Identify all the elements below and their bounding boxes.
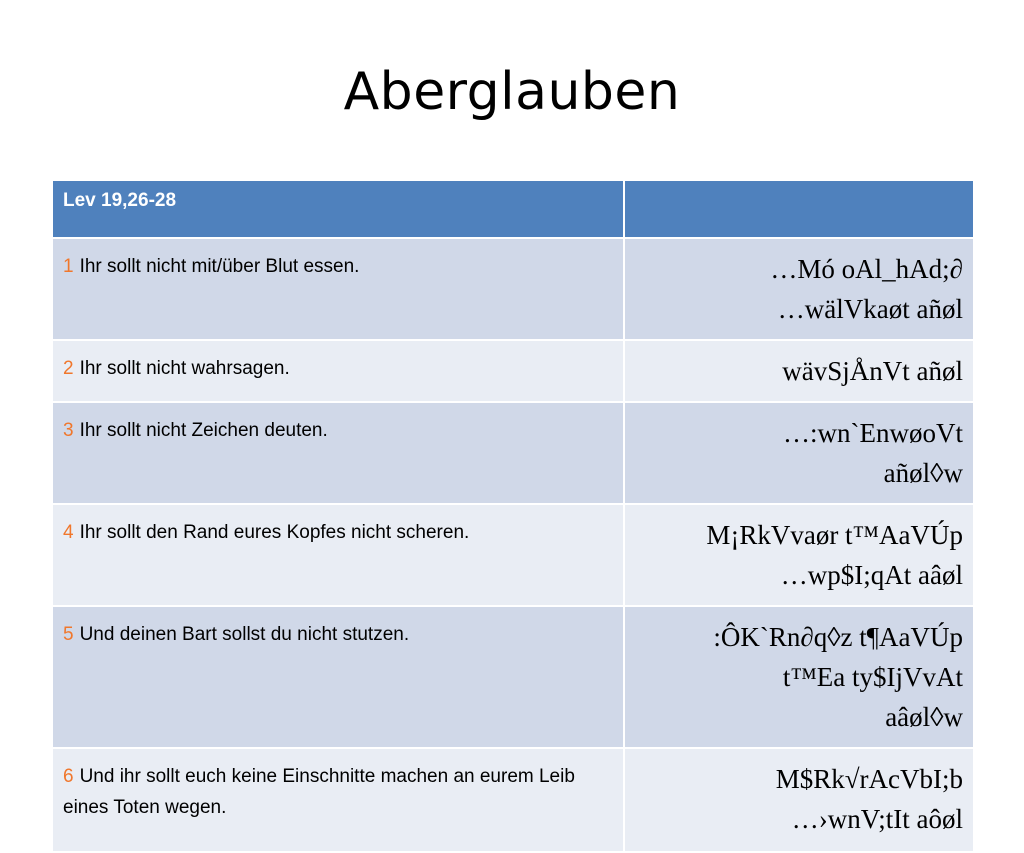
hebrew-line: añøl◊w	[883, 458, 963, 488]
verse-number: 6	[63, 766, 74, 787]
hebrew-line: :ÔK`Rn∂q◊z t¶AaVÚp	[713, 622, 963, 652]
hebrew-cell	[624, 238, 974, 340]
verse-text: Und deinen Bart sollst du nicht stutzen.	[79, 624, 410, 645]
hebrew-cell	[624, 340, 974, 402]
hebrew-line: …wp$I;qAt aâøl	[780, 560, 963, 590]
verse-text: Und ihr sollt euch keine Einschnitte machen an eurem Leib eines Toten wegen.	[63, 766, 575, 818]
verse-text: Ihr sollt nicht Zeichen deuten.	[79, 420, 328, 441]
verse-cell	[52, 340, 624, 402]
hebrew-line: M$Rk√rAcVbI;b	[775, 764, 963, 794]
hebrew-line: t™Ea ty$IjVvAt	[782, 662, 963, 692]
header-right-cell	[624, 180, 974, 238]
hebrew-cell	[624, 504, 974, 606]
table-row	[52, 504, 974, 606]
verse-number: 2	[63, 358, 74, 379]
verses-table	[51, 179, 975, 853]
hebrew-line: …Mó oAl_hAd;∂	[770, 254, 963, 284]
table-row	[52, 606, 974, 748]
hebrew-cell	[624, 606, 974, 748]
verse-number: 1	[63, 256, 74, 277]
hebrew-cell	[624, 748, 974, 852]
verse-cell	[52, 238, 624, 340]
table-row	[52, 402, 974, 504]
verse-cell	[52, 402, 624, 504]
header-reference: Lev 19,26-28	[52, 180, 624, 238]
hebrew-line: …wälVkaøt añøl	[777, 294, 963, 324]
verse-text: Ihr sollt nicht mit/über Blut essen.	[79, 256, 360, 277]
verse-text: Ihr sollt den Rand eures Kopfes nicht scheren.	[79, 522, 470, 543]
verse-number: 5	[63, 624, 74, 645]
verse-number: 3	[63, 420, 74, 441]
verse-number: 4	[63, 522, 74, 543]
hebrew-line: …:wn`EnwøoVt	[783, 418, 963, 448]
table-row	[52, 748, 974, 852]
verse-cell	[52, 748, 624, 852]
slide-title: Aberglauben	[343, 62, 681, 122]
hebrew-line: wävSjÅnVt añøl	[782, 356, 963, 386]
table-header-row	[52, 180, 974, 238]
table-row	[52, 238, 974, 340]
hebrew-line: M¡RkVvaør t™AaVÚp	[706, 520, 963, 550]
verse-cell	[52, 606, 624, 748]
hebrew-line: …›wnV;tIt aôøl	[791, 804, 963, 834]
verse-text: Ihr sollt nicht wahrsagen.	[79, 358, 290, 379]
table-row	[52, 340, 974, 402]
hebrew-cell	[624, 402, 974, 504]
verse-cell	[52, 504, 624, 606]
hebrew-line: aâøl◊w	[885, 702, 963, 732]
